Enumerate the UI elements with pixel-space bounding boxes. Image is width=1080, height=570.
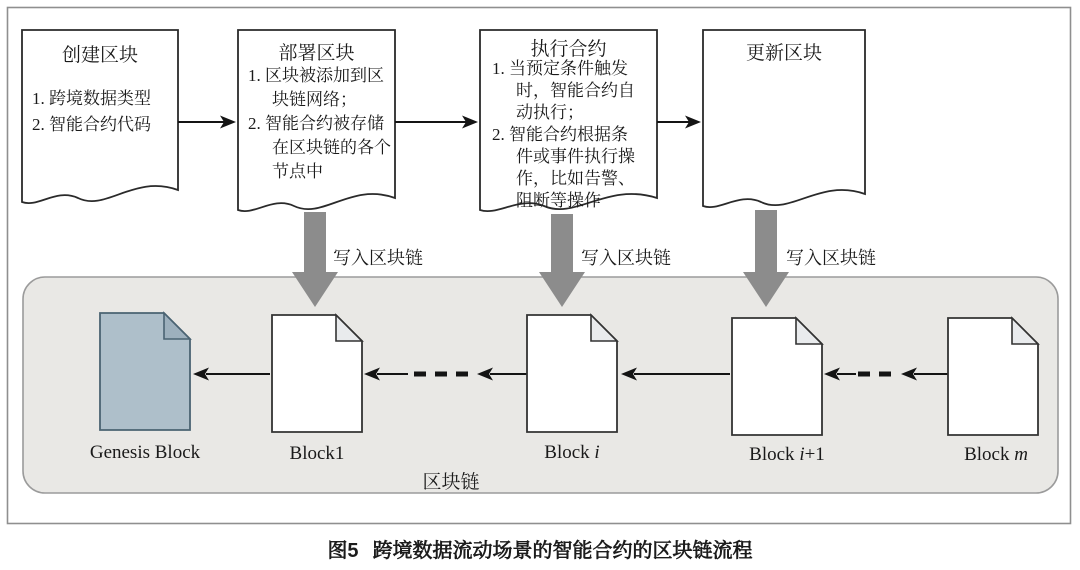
- caption-text: 跨境数据流动场景的智能合约的区块链流程: [372, 540, 753, 562]
- list-item: 1. 跨境数据类型: [32, 89, 151, 108]
- flow-step-list-1: [32, 86, 172, 138]
- write-label-3: 写入区块链: [786, 248, 876, 268]
- write-label-2: 写入区块链: [581, 248, 671, 268]
- flow-step-title-4: 更新区块: [745, 43, 822, 64]
- block-label-var: m: [1014, 444, 1028, 465]
- block-label-1: [257, 443, 377, 465]
- block-label-genesis: [75, 442, 215, 464]
- block-label-var: i: [594, 442, 600, 463]
- write-label-1: 写入区块链: [333, 248, 423, 268]
- block-label-var: i: [799, 444, 805, 465]
- flow-step-list-3: [492, 58, 642, 212]
- block-label-m: [936, 444, 1056, 466]
- list-item: 2. 智能合约被存储在区块链的各个节点中: [248, 114, 391, 181]
- flow-step-title-1: 创建区块: [61, 45, 138, 66]
- flow-step-list-2: [248, 64, 391, 184]
- block-label-text: Block: [544, 442, 595, 463]
- block-label-text: Block: [964, 444, 1015, 465]
- blockchain-label: 区块链: [422, 472, 480, 493]
- block-label-suffix: +1: [804, 444, 825, 465]
- block-label-i1: [727, 444, 847, 466]
- list-item: 2. 智能合约代码: [32, 115, 151, 134]
- block-label-i: [512, 442, 632, 464]
- list-item: 2. 智能合约根据条件或事件执行操作，比如告警、阻断等操作: [492, 125, 635, 210]
- block-label-text: Genesis Block: [89, 442, 201, 463]
- list-item: 1. 区块被添加到区块链网络；: [248, 66, 384, 109]
- block-label-text: Block1: [289, 443, 345, 464]
- block-label-text: Block: [749, 444, 800, 465]
- caption-number: 图5: [327, 540, 359, 562]
- flow-step-title-3: 执行合约: [530, 39, 607, 60]
- list-item: 1. 当预定条件触发时，智能合约自动执行；: [492, 59, 635, 122]
- flow-step-title-2: 部署区块: [278, 43, 355, 64]
- figure-caption: [0, 534, 1080, 563]
